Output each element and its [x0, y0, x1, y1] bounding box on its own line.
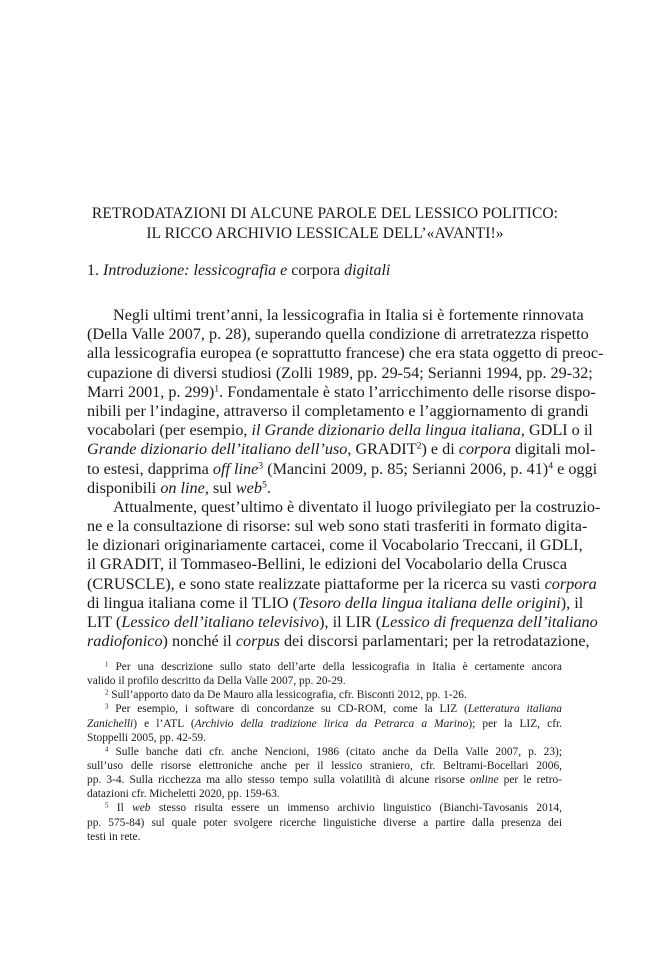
footnote-ref-5: 5 — [261, 479, 267, 491]
body-line: vocabolari (per esempio, il Grande dizionario della lingua italiana, GDLI o il — [87, 421, 593, 440]
section-heading-digitali: digitali — [344, 262, 391, 279]
body-line: cupazione di diversi studiosi (Zolli 1989, pp. 29-54; Serianni 1994, pp. 29-32; — [87, 363, 593, 382]
footnote-4-cont: pp. 3-4. Sulla ricchezza ma allo stesso tempo sulla volatilità di alcune risorse online per le retro- — [87, 774, 562, 787]
body-line: il GRADIT, il Tommaseo-Bellini, le edizioni del Vocabolario della Crusca — [87, 555, 568, 574]
footnote-5-cont: testi in rete. — [87, 830, 141, 843]
article-title — [80, 204, 570, 244]
section-heading — [87, 261, 390, 281]
body-line: to estesi, dapprima off line$^3$ (Mancini 2009, p. 85; Serianni 2006, p. 41)$^4$ e oggi — [87, 459, 598, 478]
title-line-2: IL RICCO ARCHIVIO LESSICALE DELL’«AVANTI!» — [146, 225, 504, 242]
section-heading-text: Introduzione: lessicografia e — [103, 262, 288, 279]
body-text — [87, 306, 604, 651]
footnotes — [87, 660, 562, 844]
body-line: Marri 2001, p. 299)$^1$. Fondamentale è stato l’arricchimento delle risorse dispo- — [87, 382, 596, 401]
footnote-3-cont: Stoppelli 2005, pp. 42-59. — [87, 731, 206, 744]
section-heading-corpora: corpora — [291, 262, 341, 279]
body-line: le dizionari originariamente cartacei, come il Vocabolario Treccani, il GDLI, — [87, 536, 583, 555]
footnote-ref-4: 4 — [548, 460, 554, 472]
body-line: radiofonico) nonché il corpus dei discorsi parlamentari; per la retrodatazione, — [87, 632, 590, 651]
footnote-3-cont: Zanichelli) e l’ATL (Archivio della tradizione lirica da Petrarca a Marino); per la LIZ, cfr. — [87, 717, 562, 730]
body-line: (Della Valle 2007, p. 28), superando quella condizione di arretratezza rispetto — [87, 325, 589, 344]
body-line: LIT (Lessico dell’italiano televisivo), il LIR (Lessico di frequenza dell’italiano — [87, 613, 598, 631]
footnote-1: $^1$ Per una descrizione sullo stato dell’arte della lessicografia in Italia è certamente ancora — [105, 661, 562, 673]
footnote-3: $^3$ Per esempio, i software di concordanze su CD-ROM, come la LIZ (Letteratura italiana — [105, 703, 562, 716]
body-line: Attualmente, quest’ultimo è diventato il luogo privilegiato per la costruzio- — [113, 497, 601, 516]
footnote-ref-2: 2 — [416, 440, 422, 452]
body-line: (CRUSCLE), e sono state realizzate piattaforme per la ricerca su vasti corpora — [87, 574, 597, 593]
body-line: Negli ultimi trent’anni, la lessicografia in Italia si è fortemente rinnovata — [113, 306, 584, 324]
footnote-4-cont: datazioni cfr. Micheletti 2020, pp. 159-63. — [87, 788, 280, 801]
body-line: ne e la consultazione di risorse: sul web sono stati trasferiti in formato digita- — [87, 517, 588, 536]
footnote-ref-3: 3 — [258, 460, 264, 472]
footnote-1-cont: valido il profilo descritto da Della Valle 2007, pp. 20-29. — [87, 675, 346, 688]
body-line: di lingua italiana come il TLIO (Tesoro della lingua italiana delle origini), il — [87, 593, 584, 612]
title-line-1: RETRODATAZIONI DI ALCUNE PAROLE DEL LESSICO POLITICO: — [91, 205, 559, 222]
footnote-2: $^2$ Sull’apporto dato da De Mauro alla lessicografia, cfr. Bisconti 2012, pp. 1-26. — [105, 689, 467, 702]
footnote-5-cont: pp. 575-84) sul quale poter svolgere ricerche linguistiche diverse a partire dalla presenza dei — [87, 816, 562, 829]
body-line: disponibili on line, sul web$^5$. — [87, 478, 271, 497]
body-line: alla lessicografia europea (e soprattutto francese) che era stata oggetto di preoc- — [87, 344, 604, 363]
body-line: Grande dizionario dell’italiano dell’uso, GRADIT$^2$) e di corpora digitali mol- — [87, 440, 596, 459]
footnote-4-cont: sull’uso delle risorse elettroniche anche per il lessico straniero, cfr. Beltrami-Bocellari 2006, — [87, 759, 562, 772]
footnote-4: $^4$ Sulle banche dati cfr. anche Nencioni, 1986 (citato anche da Della Valle 2007, p. 23); — [105, 745, 562, 758]
section-number: 1. — [87, 262, 99, 279]
footnote-5: $^5$ Il web stesso risulta essere un immenso archivio linguistico (Bianchi-Tavosanis 2014, — [105, 802, 562, 815]
footnote-ref-1: 1 — [214, 383, 220, 395]
body-line: nibili per l’indagine, attraverso il completamento e l’aggiornamento di grandi — [87, 401, 589, 420]
